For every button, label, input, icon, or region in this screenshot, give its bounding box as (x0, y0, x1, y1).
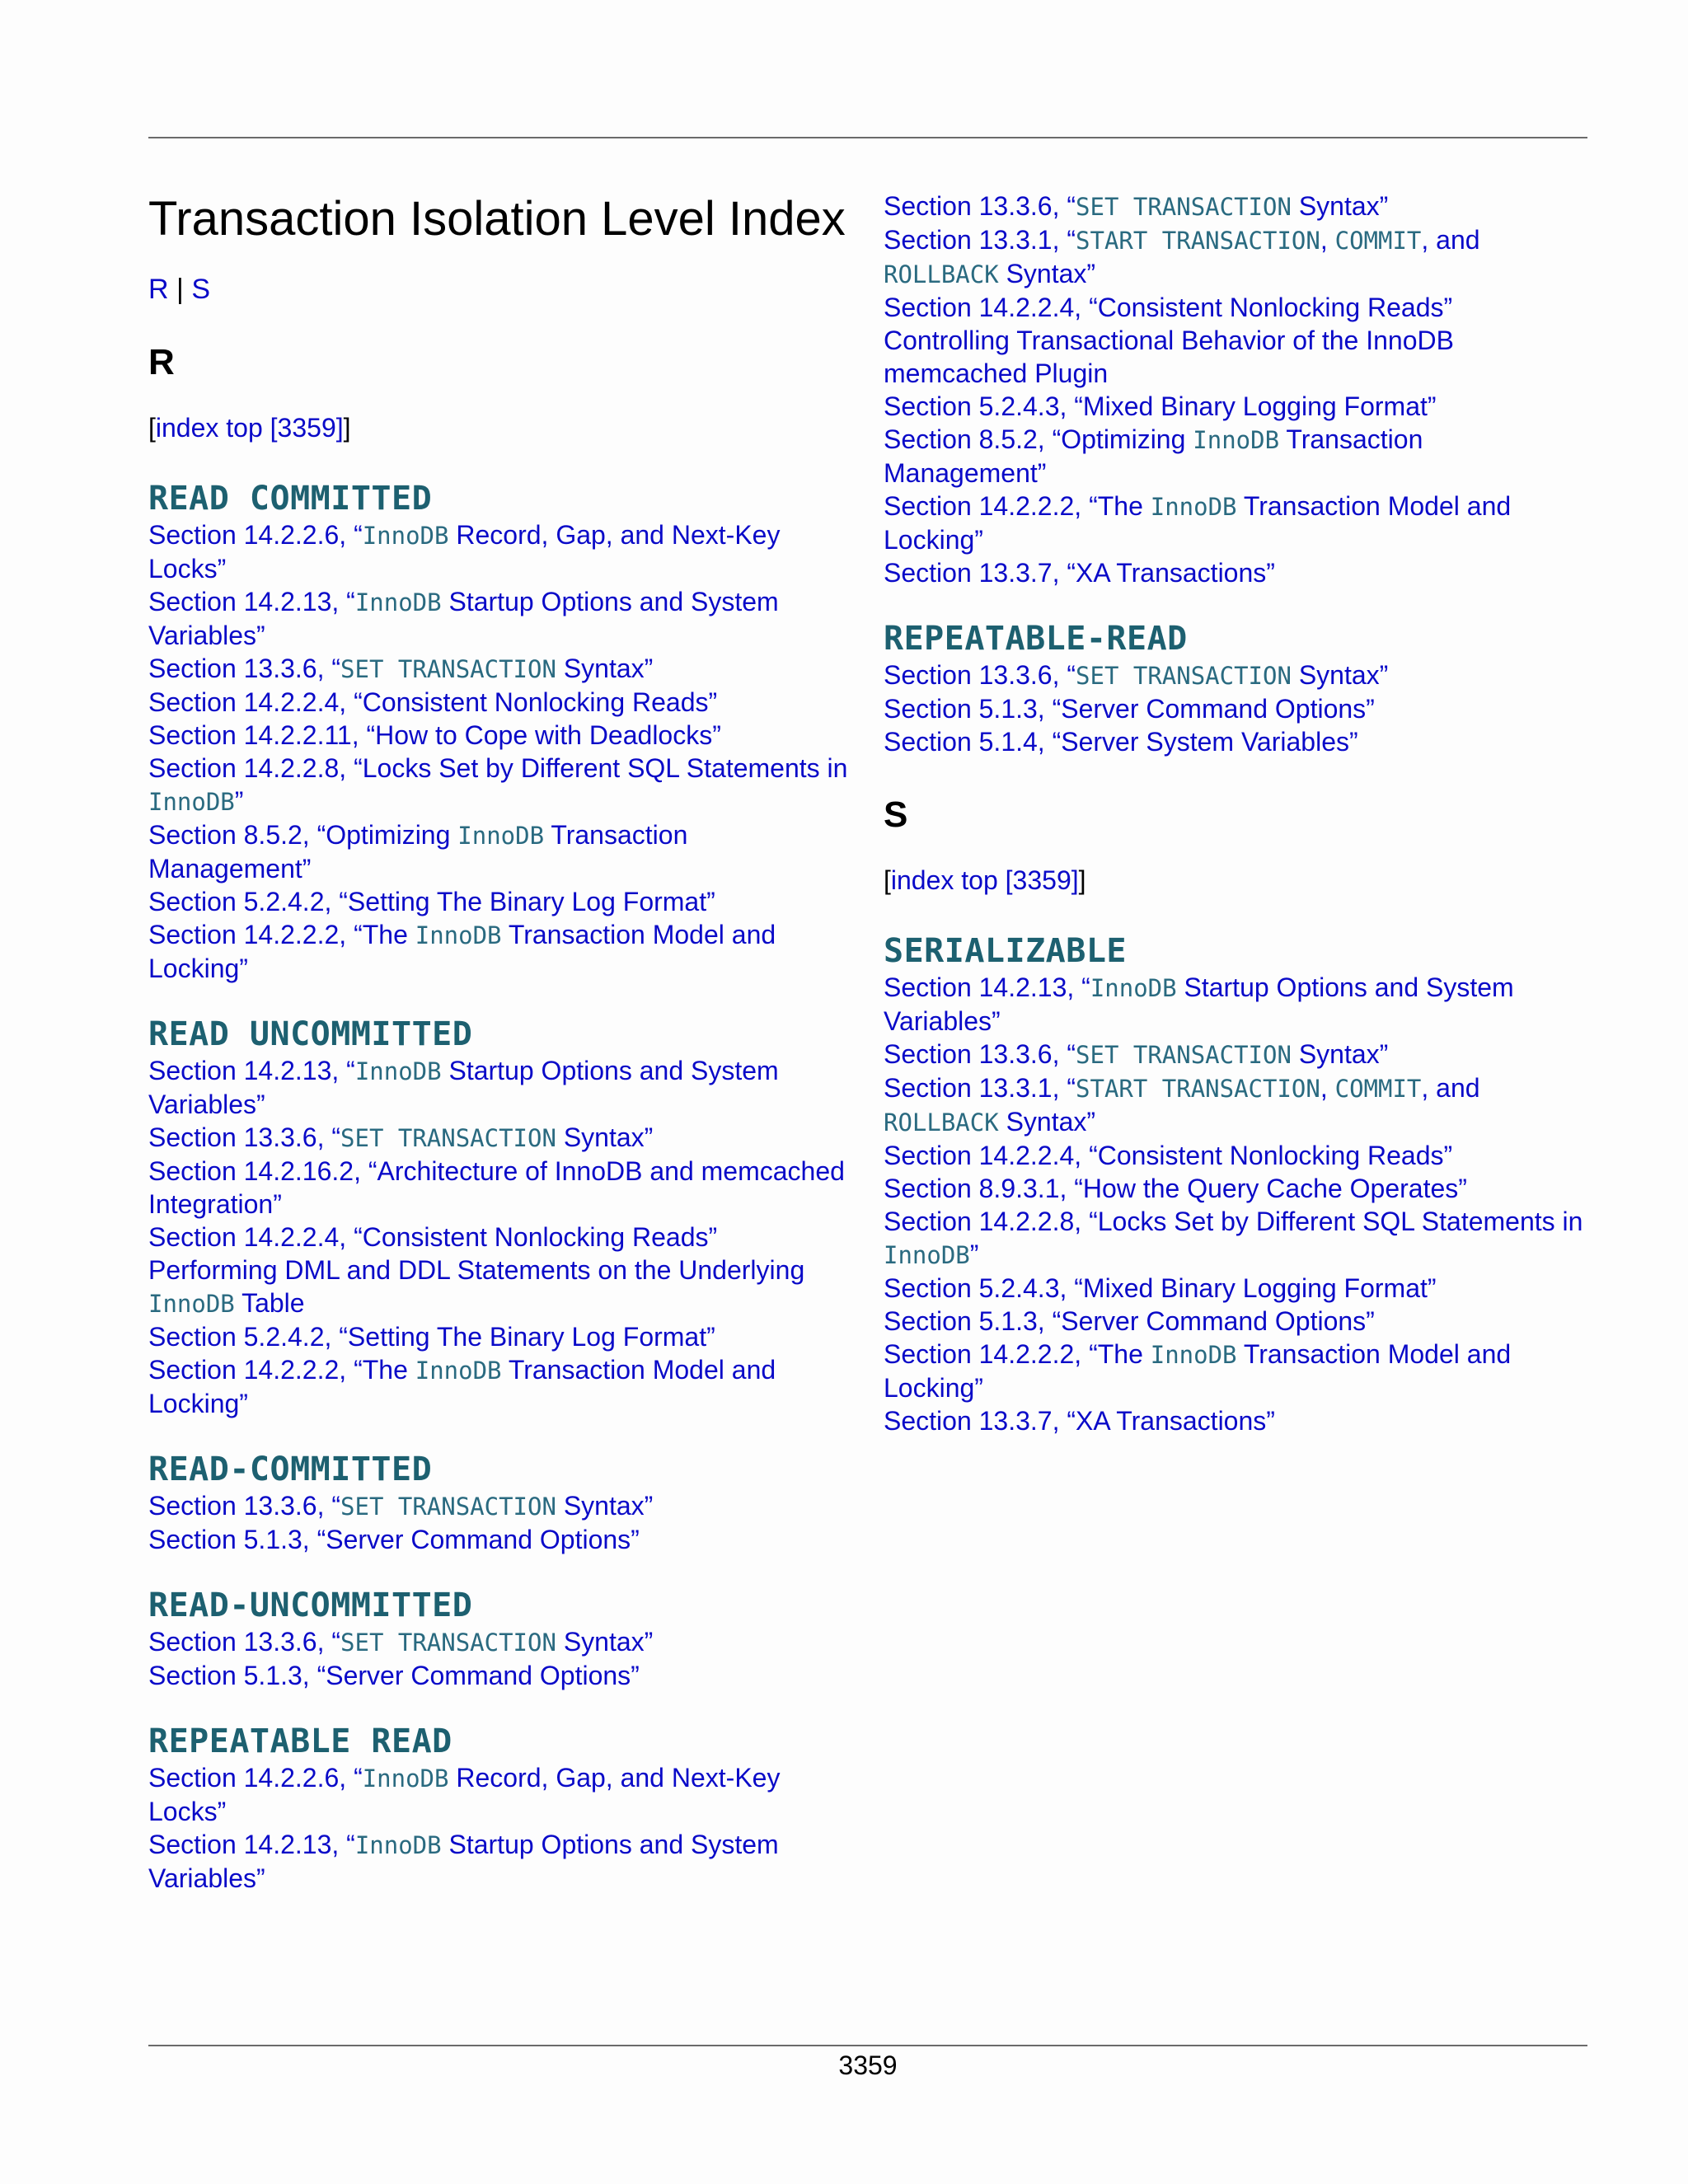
refs-read-committed (148, 518, 849, 985)
list-item[interactable]: Section 14.2.2.2, “The InnoDB Transaction Model and Locking” (148, 920, 776, 983)
list-item[interactable]: Section 14.2.13, “InnoDB Startup Options and System Variables” (148, 1056, 779, 1119)
refs-repeatable-read-dash (884, 658, 1584, 758)
term-repeatable-read: REPEATABLE READ (148, 1722, 452, 1760)
refs-read-uncommitted (148, 1054, 849, 1420)
list-item[interactable]: Section 13.3.1, “START TRANSACTION, COMMIT, and ROLLBACK Syntax” (884, 225, 1480, 288)
list-item[interactable]: Section 8.9.3.1, “How the Query Cache Operates” (884, 1174, 1467, 1203)
term-read-committed-dash: READ-COMMITTED (148, 1451, 433, 1488)
list-item[interactable]: Section 14.2.2.4, “Consistent Nonlocking Reads” (148, 1222, 718, 1252)
list-item[interactable]: Controlling Transactional Behavior of the InnoDB memcached Plugin (884, 326, 1454, 388)
page-number: 3359 (838, 2050, 898, 2080)
list-item[interactable]: Section 5.1.3, “Server Command Options” (148, 1661, 640, 1690)
left-column (148, 190, 849, 1895)
top-rule (148, 137, 1587, 138)
bottom-rule (148, 2045, 1587, 2046)
list-item[interactable]: Section 5.2.4.3, “Mixed Binary Logging Format” (884, 391, 1437, 421)
refs-serializable (884, 971, 1584, 1437)
list-item[interactable]: Section 5.2.4.2, “Setting The Binary Log Format” (148, 1322, 715, 1352)
list-item[interactable]: Section 13.3.6, “SET TRANSACTION Syntax” (884, 660, 1389, 690)
list-item[interactable]: Section 5.2.4.3, “Mixed Binary Logging Format” (884, 1273, 1437, 1303)
list-item[interactable]: Section 14.2.2.4, “Consistent Nonlocking Reads” (884, 293, 1453, 322)
refs-repeatable-read (148, 1761, 849, 1895)
list-item[interactable]: Section 14.2.2.4, “Consistent Nonlocking Reads” (884, 1141, 1453, 1170)
index-top-link[interactable]: index top [3359] (890, 865, 1079, 895)
section-heading-s: S (884, 794, 908, 835)
index-top-link[interactable]: index top [3359] (155, 413, 344, 443)
list-item[interactable]: Section 14.2.13, “InnoDB Startup Options and System Variables” (148, 587, 779, 650)
refs-read-uncommitted-dash (148, 1625, 849, 1692)
list-item[interactable]: Section 13.3.6, “SET TRANSACTION Syntax” (148, 1627, 654, 1657)
letter-nav (148, 274, 849, 306)
term-serializable: SERIALIZABLE (884, 932, 1127, 970)
letter-nav-s[interactable]: S (191, 274, 210, 305)
index-top-s: [index top [3359]] (884, 865, 1086, 895)
right-column (884, 190, 1584, 1437)
list-item[interactable]: Section 8.5.2, “Optimizing InnoDB Transaction Management” (884, 424, 1423, 488)
list-item[interactable]: Section 14.2.13, “InnoDB Startup Options and System Variables” (884, 972, 1514, 1036)
list-item[interactable]: Section 13.3.6, “SET TRANSACTION Syntax” (884, 1039, 1389, 1069)
list-item[interactable]: Section 14.2.2.11, “How to Cope with Deadlocks” (148, 720, 721, 750)
refs-read-committed-dash (148, 1489, 849, 1556)
list-item[interactable]: Section 14.2.2.2, “The InnoDB Transaction Model and Locking” (884, 1339, 1512, 1403)
list-item[interactable]: Section 14.2.2.4, “Consistent Nonlocking Reads” (148, 687, 718, 717)
refs-repeatable-read-continued (884, 190, 1584, 589)
list-item[interactable]: Section 14.2.2.8, “Locks Set by Different SQL Statements in InnoDB” (884, 1207, 1583, 1269)
list-item[interactable]: Section 14.2.2.8, “Locks Set by Different SQL Statements in InnoDB” (148, 753, 848, 816)
list-item[interactable]: Section 13.3.6, “SET TRANSACTION Syntax” (148, 1122, 654, 1152)
list-item[interactable]: Section 5.1.3, “Server Command Options” (884, 1306, 1375, 1336)
list-item[interactable]: Section 13.3.7, “XA Transactions” (884, 1406, 1275, 1436)
term-read-uncommitted-dash: READ-UNCOMMITTED (148, 1586, 473, 1624)
list-item[interactable]: Section 5.2.4.2, “Setting The Binary Log Format” (148, 887, 715, 916)
list-item[interactable]: Section 13.3.6, “SET TRANSACTION Syntax” (148, 1491, 654, 1521)
list-item[interactable]: Section 8.5.2, “Optimizing InnoDB Transaction Management” (148, 820, 688, 883)
section-heading-r: R (148, 342, 175, 382)
list-item[interactable]: Section 13.3.7, “XA Transactions” (884, 558, 1275, 588)
list-item[interactable]: Section 14.2.13, “InnoDB Startup Options and System Variables” (148, 1830, 779, 1893)
list-item[interactable]: Section 13.3.6, “SET TRANSACTION Syntax” (884, 191, 1389, 221)
list-item[interactable]: Section 14.2.2.6, “InnoDB Record, Gap, and Next-Key Locks” (148, 520, 781, 583)
letter-nav-r[interactable]: R (148, 274, 169, 305)
term-read-committed: READ COMMITTED (148, 480, 433, 518)
list-item[interactable]: Section 14.2.16.2, “Architecture of InnoDB and memcached Integration” (148, 1156, 845, 1219)
list-item[interactable]: Section 5.1.4, “Server System Variables” (884, 727, 1358, 757)
list-item[interactable]: Performing DML and DDL Statements on the Underlying InnoDB Table (148, 1255, 805, 1318)
list-item[interactable]: Section 13.3.6, “SET TRANSACTION Syntax” (148, 654, 654, 683)
letter-nav-separator: | (176, 274, 184, 305)
index-top-r: [index top [3359]] (148, 413, 351, 443)
list-item[interactable]: Section 14.2.2.2, “The InnoDB Transaction Model and Locking” (884, 491, 1512, 555)
list-item[interactable]: Section 14.2.2.2, “The InnoDB Transaction Model and Locking” (148, 1355, 776, 1418)
term-read-uncommitted: READ UNCOMMITTED (148, 1015, 473, 1053)
list-item[interactable]: Section 5.1.3, “Server Command Options” (148, 1525, 640, 1554)
term-repeatable-read-dash: REPEATABLE-READ (884, 620, 1188, 658)
list-item[interactable]: Section 5.1.3, “Server Command Options” (884, 694, 1375, 724)
list-item[interactable]: Section 13.3.1, “START TRANSACTION, COMMIT, and ROLLBACK Syntax” (884, 1073, 1480, 1137)
page-title: Transaction Isolation Level Index (148, 192, 846, 246)
list-item[interactable]: Section 14.2.2.6, “InnoDB Record, Gap, and Next-Key Locks” (148, 1763, 781, 1826)
